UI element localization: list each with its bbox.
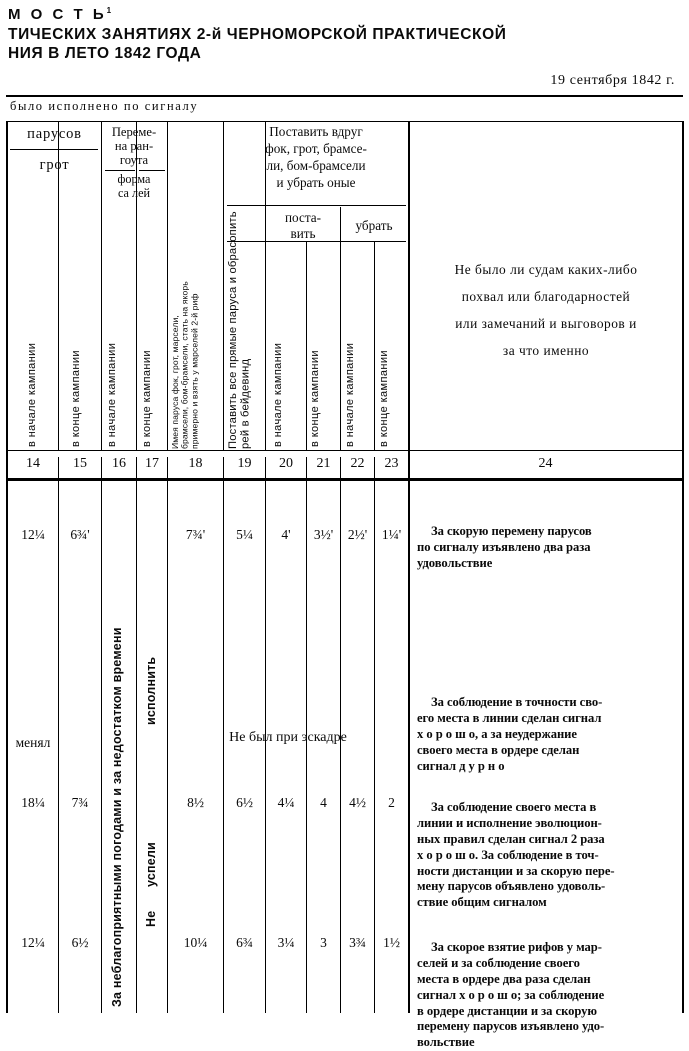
column-label-22: в начале кампании — [344, 343, 356, 448]
column-label-19: Поставить все прямые паруса и обрасопить рей в бейдевинд — [227, 211, 252, 450]
cell-r4-c24 — [417, 940, 675, 1051]
cell-r1-c23: 1¼' — [381, 527, 402, 543]
note-line: мену парусов объявлено удоволь- — [417, 879, 606, 894]
cell-r2-midnote: Не был при эскадре — [229, 730, 347, 746]
note-line: х о р о ш о. За соблюдение в точ- — [417, 847, 599, 862]
group-header-set-l1: Поставить вдруг — [269, 124, 363, 140]
column-number-24: 24 — [538, 456, 553, 472]
colrule-21-22 — [340, 207, 341, 451]
column-number-20: 20 — [279, 456, 293, 472]
group-header-rigging-l3: гоута — [119, 153, 149, 168]
cell-r3-c14: 18¼ — [21, 795, 45, 811]
cell-r1-c20: 4' — [281, 527, 291, 543]
group-header-rigging-l2: на ран- — [114, 139, 154, 154]
colrule-18-19 — [223, 121, 224, 451]
cell-r1-c24 — [417, 524, 675, 571]
note-line: За соблюдение своего места в — [431, 800, 597, 815]
page-title-line1: М О С Т $Ь^1$ — [8, 6, 112, 23]
group-header-grot: грот — [39, 157, 70, 174]
note-line: перемену парусов изъявлено удо- — [417, 1019, 605, 1034]
page-title-line3: НИЯ В ЛЕТО 1842 ГОДА — [8, 45, 202, 63]
colrule-20-21 — [306, 242, 307, 451]
cell-r4-c20: 3¼ — [277, 935, 295, 951]
divider-above-numbers — [6, 450, 683, 451]
cell-r1-c15: 6¾' — [70, 527, 90, 543]
divider — [6, 121, 683, 122]
data-table — [6, 95, 683, 1050]
divider-form-b — [105, 170, 135, 171]
column-number-21: 21 — [316, 456, 331, 472]
group-header-set-l4: и убрать оные — [276, 175, 356, 191]
colrule-15-16-b — [101, 457, 102, 1013]
column-number-15: 15 — [73, 456, 87, 472]
cell-r3-c15: 7¾ — [71, 795, 89, 811]
note-line: сигнал д у р н о — [417, 758, 505, 773]
spanning-note-weather: За неблагоприятными погодами и за недостатком времени — [110, 627, 124, 1008]
column-number-16: 16 — [112, 456, 126, 472]
cell-r4-c18: 10¼ — [183, 935, 208, 951]
cell-r4-c19: 6¾ — [236, 935, 253, 951]
column-label-18: Имея паруса фок, грот, марсели, брамсели, бом-брамсели, стать на якорь примерно и взять у марселей 2-й риф — [170, 281, 200, 450]
cell-r2-c24 — [417, 695, 675, 774]
col24-header-l3: или замечаний и выговоров и — [455, 315, 637, 331]
cell-r3-c18: 8½ — [187, 795, 204, 811]
group-header-col24 — [410, 257, 682, 364]
page-title-line2: ТИЧЕСКИХ ЗАНЯТИЯХ 2-й ЧЕРНОМОРСКОЙ ПРАКТИЧЕСКОЙ — [8, 25, 507, 43]
spanning-note-not: Не — [144, 910, 158, 928]
note-line: вольствие — [417, 1035, 475, 1050]
colrule-22-23 — [374, 242, 375, 451]
cell-r1-c19: 5¼ — [236, 527, 253, 543]
cell-r1-c18: 7¾' — [185, 527, 206, 543]
group-header-set-l3: ли, бом-брамсели — [266, 158, 366, 174]
cell-r1-c21: 3½' — [313, 527, 334, 543]
cell-r4-c23: 1½ — [383, 935, 400, 951]
cell-r3-c24 — [417, 800, 675, 911]
cell-r4-c21: 3 — [320, 935, 327, 951]
col24-header-l1: Не было ли судам каких-либо — [454, 262, 638, 278]
colrule-16-17 — [136, 121, 137, 451]
cell-r3-c23: 2 — [388, 795, 395, 811]
column-number-23: 23 — [384, 456, 399, 472]
table-border-left — [6, 121, 8, 1013]
cell-r4-c15: 6½ — [71, 935, 89, 951]
group-header-form-l1: форма — [117, 172, 151, 187]
cell-r1-c22: 2½' — [347, 527, 368, 543]
subheader-remove: убрать — [355, 218, 393, 234]
divider-sails — [10, 149, 98, 150]
table-banner: было исполнено по сигналу — [10, 99, 199, 114]
note-line: его места в линии сделан сигнал — [417, 711, 602, 726]
note-line: линии и исполнение эволюцион- — [417, 816, 602, 831]
divider-set — [227, 205, 406, 206]
note-line: х о р о ш о, а за неудержание — [417, 726, 577, 741]
note-line: За соблюдение в точности сво- — [431, 695, 603, 710]
column-number-19: 19 — [237, 456, 252, 472]
group-header-form-l2: са лей — [117, 186, 151, 201]
column-label-23: в конце кампании — [378, 350, 390, 448]
masthead — [0, 0, 689, 89]
cell-r4-c22: 3¾ — [349, 935, 366, 951]
cell-r3-c19: 6½ — [236, 795, 253, 811]
cell-r4-c14: 12¼ — [21, 935, 45, 951]
table-border-right — [682, 121, 684, 1013]
note-line: ности дистанции и за скорую пере- — [417, 863, 615, 878]
divider-form-a — [139, 170, 165, 171]
note-line: ных правил сделан сигнал 2 раза — [417, 831, 605, 846]
footnote-marker: 1 — [106, 6, 112, 15]
subheader-set-l1: поста- — [284, 210, 321, 226]
colrule-15-16 — [101, 121, 102, 451]
column-label-20: в начале кампании — [272, 343, 284, 448]
note-line: За скорое взятие рифов у мар- — [431, 940, 602, 955]
note-line: своего места в ордере сделан — [417, 742, 580, 757]
cell-r3-c20: 4¼ — [277, 795, 295, 811]
column-number-17: 17 — [145, 456, 159, 472]
colrule-16-17-b — [136, 457, 137, 1013]
note-line: За скорую перемену парусов — [431, 524, 592, 539]
note-line: по сигналу изъявлено два раза — [417, 540, 591, 555]
divider-below-numbers — [6, 478, 683, 480]
cell-r3-c22: 4½ — [349, 795, 366, 811]
note-line: ствие общим сигналом — [417, 895, 547, 910]
note-line: селей и за соблюдение своего — [417, 956, 580, 971]
column-label-15: в конце кампании — [70, 350, 82, 448]
note-line: в ордере дистанции и за скорую — [417, 1003, 597, 1018]
col24-header-l4: за что именно — [502, 342, 590, 358]
colrule-23-24 — [408, 121, 410, 1013]
column-label-21: в конце кампании — [309, 350, 321, 448]
cell-r3-c21: 4 — [320, 795, 327, 811]
subheader-set-l2: вить — [290, 226, 316, 242]
col24-header-l2: похвал или благодарностей — [461, 289, 631, 305]
column-label-17: в конце кампании — [141, 350, 153, 448]
column-number-22: 22 — [350, 456, 365, 472]
group-header-sails: парусов — [27, 126, 82, 143]
spanning-note-ispolnit: исполнить — [144, 657, 158, 726]
column-number-18: 18 — [188, 456, 203, 472]
group-header-rigging-l1: Переме- — [111, 125, 157, 140]
column-label-14: в начале кампании — [26, 343, 38, 448]
cell-r1-c14: 12¼ — [21, 527, 45, 543]
spanning-note-uspeli: успели — [144, 842, 158, 888]
spacer — [6, 121, 7, 143]
cell-r2-c14: менял — [15, 735, 51, 751]
note-line: места в ордере два раза сделан — [417, 971, 591, 986]
dateline: 19 сентября 1842 г. — [550, 73, 675, 89]
note-line: сигнал х о р о ш о; за соблюдение — [417, 987, 605, 1002]
column-number-14: 14 — [26, 456, 40, 472]
column-label-16: в начале кампании — [106, 343, 118, 448]
note-line: удовольствие — [417, 555, 493, 570]
group-header-set-l2: фок, грот, брамсе- — [265, 141, 367, 157]
colrule-17-18 — [167, 121, 168, 451]
